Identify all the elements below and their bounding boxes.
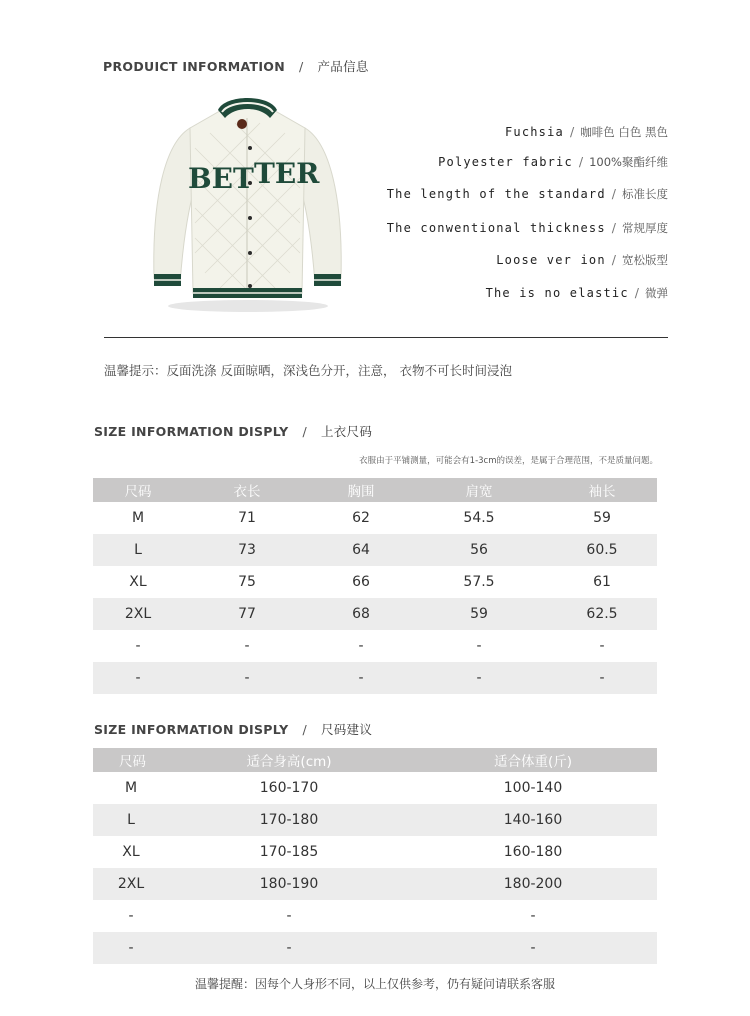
recommend-table-title-cn: 尺码建议 (320, 722, 373, 737)
product-info-title-en: PRODUICT INFORMATION (103, 59, 285, 74)
table-cell: 180-190 (169, 868, 409, 900)
table-cell: 62 (352, 510, 370, 526)
table-cell: 64 (311, 534, 411, 566)
recommend-table-header (93, 748, 657, 772)
table-cell: - (183, 662, 311, 694)
table-cell: M (131, 510, 145, 526)
attribute-row: The is no elastic / 微弹 (485, 285, 668, 300)
table-cell: - (547, 662, 657, 694)
attribute-cn: 标准长度 (622, 187, 668, 201)
header-cell: 适合体重(斤) (409, 748, 657, 772)
table-cell: 160-180 (503, 844, 563, 860)
table-cell: 170-180 (169, 804, 409, 836)
table-cell: 59 (411, 598, 547, 630)
table-cell: XL (129, 574, 147, 590)
table-cell: 160-170 (259, 780, 319, 796)
recommend-table-title-en: SIZE INFORMATION DISPLY (94, 722, 289, 737)
table-cell: XL (122, 844, 140, 860)
table-row (93, 900, 657, 932)
table-row (93, 502, 657, 534)
attribute-en: The is no elastic (485, 286, 629, 300)
table-cell: 71 (238, 510, 256, 526)
table-cell: 75 (238, 574, 256, 590)
table-cell: 66 (352, 574, 370, 590)
table-row (93, 630, 657, 662)
attribute-cn: 常规厚度 (622, 221, 668, 235)
product-info-title: PRODUICT INFORMATION / 产品信息 (103, 59, 369, 74)
svg-text:BET: BET (188, 162, 254, 195)
attribute-row: Polyester fabric / 100%聚酯纤维 (438, 154, 668, 169)
table-cell: - (476, 638, 482, 654)
product-info-title-cn: 产品信息 (317, 59, 369, 74)
header-cell: 袖长 (547, 478, 657, 502)
table-cell: 68 (311, 598, 411, 630)
attribute-cn: 咖啡色 白色 黑色 (580, 125, 668, 139)
header-cell: 尺码 (93, 748, 169, 772)
size-table (93, 478, 657, 694)
attribute-en: Polyester fabric (438, 155, 573, 169)
size-table-title-cn: 上衣尺码 (320, 424, 373, 439)
table-cell: 180-200 (409, 868, 657, 900)
table-cell: - (358, 638, 364, 654)
table-cell: 62.5 (547, 598, 657, 630)
table-cell: 61 (593, 574, 611, 590)
care-note: 温馨提示：反面洗涤 反面晾晒，深浅色分开，注意， 衣物不可长时间浸泡 (104, 363, 512, 378)
footer-note: 温馨提醒：因每个人身形不同，以上仅供参考，仍有疑问请联系客服 (194, 977, 555, 991)
header-cell: 肩宽 (411, 478, 547, 502)
attribute-list (248, 122, 668, 312)
attribute-en: The length of the standard (386, 187, 606, 201)
table-row (93, 932, 657, 964)
attribute-cn: 宽松版型 (622, 253, 668, 267)
header-cell: 衣长 (183, 478, 311, 502)
table-cell: 2XL (93, 598, 183, 630)
attribute-en: Loose ver ion (496, 253, 606, 267)
header-cell: 尺码 (93, 478, 183, 502)
table-cell: L (93, 804, 169, 836)
table-cell: - (93, 932, 169, 964)
table-cell: 73 (183, 534, 311, 566)
attribute-en: The conwentional thickness (386, 221, 606, 235)
table-cell: - (409, 932, 657, 964)
table-cell: 2XL (93, 868, 169, 900)
table-cell: 56 (411, 534, 547, 566)
attribute-row: Fuchsia / 咖啡色 白色 黑色 (504, 124, 668, 139)
measurement-note: 衣服由于平铺测量，可能会有1-3cm的误差，是属于合理范围，不是质量问题。 (359, 456, 658, 466)
attribute-row: Loose ver ion / 宽松版型 (496, 252, 668, 267)
table-cell: 170-185 (259, 844, 319, 860)
table-row (93, 868, 657, 900)
size-table-title: SIZE INFORMATION DISPLY / 上衣尺码 (94, 424, 373, 439)
header-cell: 胸围 (311, 478, 411, 502)
attribute-cn: 100%聚酯纤维 (589, 155, 668, 169)
table-cell: M (124, 780, 138, 796)
recommend-table-title: SIZE INFORMATION DISPLY / 尺码建议 (94, 722, 373, 737)
table-cell: - (244, 638, 250, 654)
table-cell: 77 (183, 598, 311, 630)
table-cell: - (286, 908, 292, 924)
table-cell: - (128, 908, 134, 924)
table-row (93, 566, 657, 598)
table-cell: - (93, 662, 183, 694)
table-row (93, 534, 657, 566)
table-cell: 140-160 (409, 804, 657, 836)
svg-text:TER: TER (254, 157, 320, 190)
table-cell: - (169, 932, 409, 964)
table-cell: L (93, 534, 183, 566)
divider (104, 337, 668, 338)
table-row (93, 662, 657, 694)
attribute-en: Fuchsia (504, 125, 564, 139)
recommend-table (93, 748, 657, 964)
table-cell: - (530, 908, 536, 924)
table-row (93, 772, 657, 804)
table-cell: 54.5 (463, 510, 495, 526)
table-cell: - (311, 662, 411, 694)
table-row (93, 836, 657, 868)
table-row (93, 804, 657, 836)
table-cell: 100-140 (503, 780, 563, 796)
attribute-row: The conwentional thickness / 常规厚度 (386, 220, 668, 235)
table-row (93, 598, 657, 630)
table-cell: - (135, 638, 141, 654)
size-table-title-en: SIZE INFORMATION DISPLY (94, 424, 289, 439)
attribute-row: The length of the standard / 标准长度 (386, 186, 668, 201)
table-cell: 59 (593, 510, 611, 526)
table-cell: - (599, 638, 605, 654)
size-table-header (93, 478, 657, 502)
header-cell: 适合身高(cm) (169, 748, 409, 772)
table-cell: - (411, 662, 547, 694)
attribute-cn: 微弹 (645, 286, 668, 300)
table-cell: 57.5 (463, 574, 495, 590)
table-cell: 60.5 (547, 534, 657, 566)
